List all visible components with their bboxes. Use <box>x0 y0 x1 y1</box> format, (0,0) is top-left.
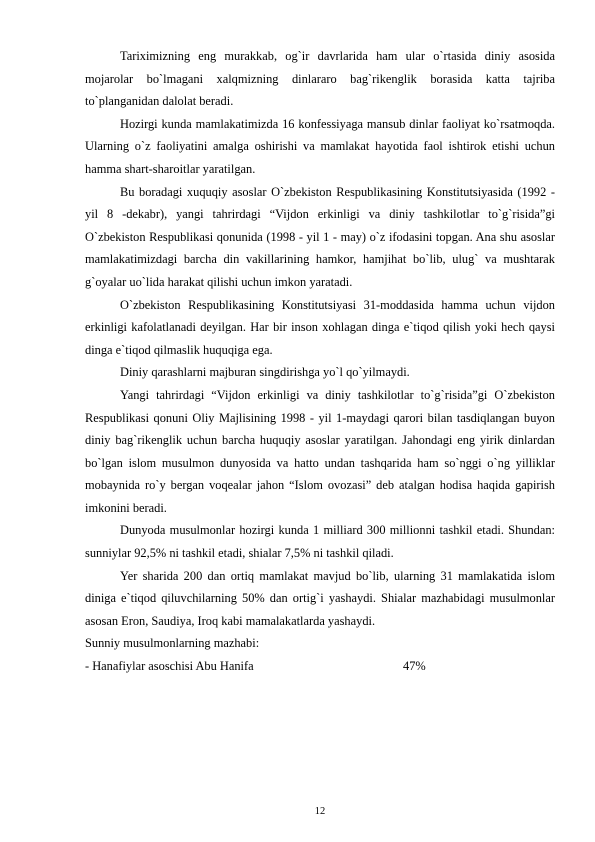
hanafi-row <box>85 655 555 678</box>
paragraph-5: Diniy qarashlarni majburan singdirishga yo`l qo`yilmaydi. <box>120 365 410 380</box>
paragraph-8: Yer sharida 200 dan ortiq mamlakat mavjud bo`lib, ularning 31 mamlakatida islom diniga e`tiqod qiluvchilarning 50% dan ortig`i yashaydi. Shialar mazhabidagi musulmonlar asosan Eron, Saudiya, Iroq kabi mamalakatlarda yashaydi. <box>85 568 555 628</box>
paragraph-6: Yangi tahrirdagi “Vijdon erkinligi va diniy tashkilotlar to`g`risida”gi O`zbekiston Respublikasi qonuni Oliy Majlisining 1998 - yil 1-maydagi qarori bilan tasdiqlangan buyon diniy bag`rikenglik uchun barcha huquqiy asoslar yaratilgan. Jahondagi eng yirik dinlardan bo`lgan islom musulmon dunyosida va hatto undan tashqarida ham so`nggi o`ng yilliklar mobaynida ro`y bergan voqealar jahon “Islom ovozasi” deb atalgan hodisa haqida gapirish imkonini beradi. <box>85 387 555 515</box>
paragraph-4: O`zbekiston Respublikasining Konstitutsiyasi 31-moddasida hamma uchun vijdon erkinligi kafolatlanadi deyilgan. Har bir inson xohlagan dinga e`tiqod qilish yoki hech qaysi dinga e`tiqod qilmaslik huquqiga ega. <box>85 297 555 357</box>
paragraph-2: Hozirgi kunda mamlakatimizda 16 konfessiyaga mansub dinlar faoliyat ko`rsatmoqda. Ularning o`z faoliyatini amalga oshirishi va mamlakat hayotida faol ishtirok etishi uchun hamma shart-sharoitlar yaratilgan. <box>85 116 555 176</box>
hanafi-percent: 47% <box>403 659 426 674</box>
page-number: 12 <box>314 806 326 817</box>
document-page <box>85 45 555 678</box>
paragraph-3: Bu boradagi xuquqiy asoslar O`zbekiston Respublikasining Konstitutsiyasida (1992 - yil 8 -dekabr), yangi tahrirdagi “Vijdon erkinligi va diniy tashkilotlar to`g`risida”gi O`zbekiston Respublikasi qonunida (1998 - yil 1 - may) o`z ifodasini topgan. Ana shu asoslar mamlakatimizdagi barcha din vakillarining hamkor, hamjihat bo`lib, ulug` va mushtarak g`oyalar uo`lida harakat qilishi uchun imkon yaratadi. <box>85 184 555 289</box>
paragraph-7: Dunyoda musulmonlar hozirgi kunda 1 milliard 300 millionni tashkil etadi. Shundan: sunniylar 92,5% ni tashkil etadi, shialar 7,5% ni tashkil qiladi. <box>85 523 555 561</box>
hanafi-label: - Hanafiylar asoschisi Abu Hanifa <box>85 659 254 674</box>
sunni-heading: Sunniy musulmonlarning mazhabi: <box>85 636 260 651</box>
paragraph-1: Tariximizning eng murakkab, og`ir davrlarida ham ular o`rtasida diniy asosida mojarolar bo`lmagani xalqmizning dinlararo bag`rikenglik borasida katta tajriba to`planganidan dalolat beradi. <box>85 49 555 109</box>
